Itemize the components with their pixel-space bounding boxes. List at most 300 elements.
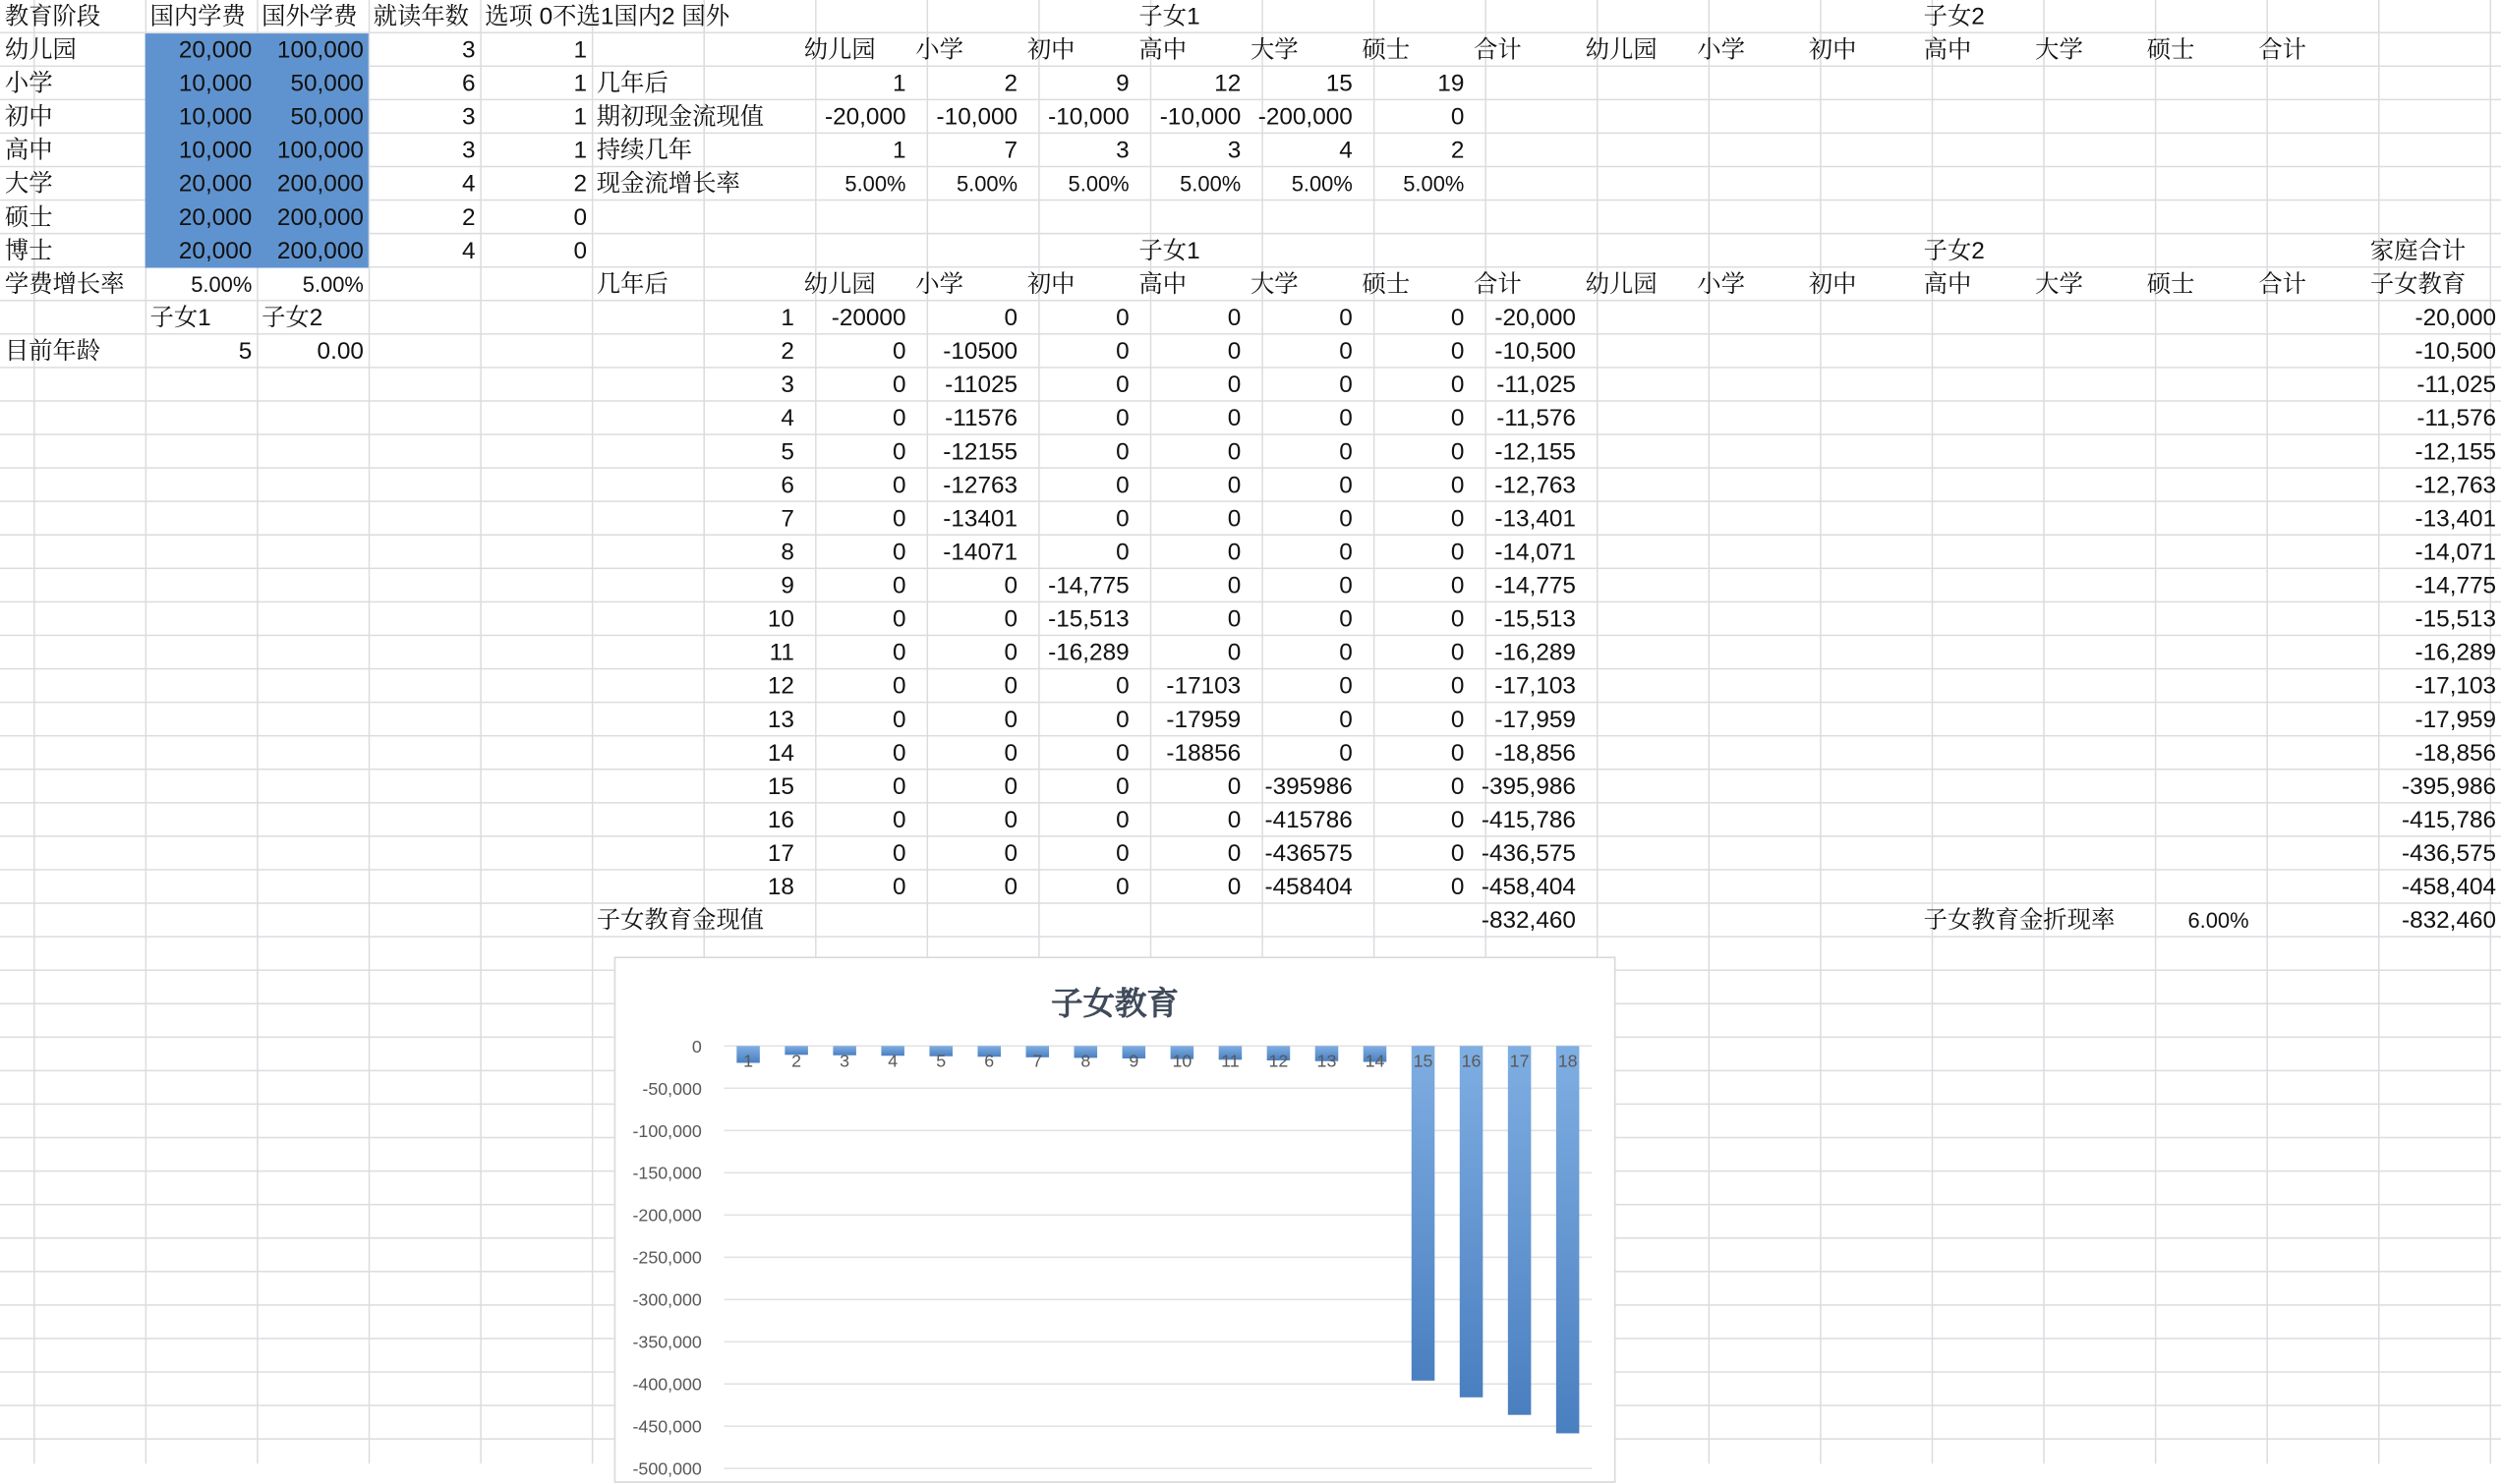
- family-value[interactable]: -10,500: [2414, 337, 2497, 366]
- cf-value[interactable]: -436575: [1264, 840, 1353, 868]
- age-child2[interactable]: 0.00: [317, 337, 364, 366]
- stage-option[interactable]: 0: [573, 203, 588, 232]
- cf-value[interactable]: 0: [1004, 639, 1018, 667]
- header-years[interactable]: 就读年数: [373, 3, 470, 30]
- cf-value[interactable]: 0: [1004, 840, 1018, 868]
- cf-year[interactable]: 8: [781, 539, 794, 566]
- stage-option[interactable]: 1: [573, 70, 588, 97]
- domestic-fee[interactable]: 10,000: [178, 70, 253, 97]
- cf-value[interactable]: -14071: [943, 539, 1018, 566]
- stage-header[interactable]: 大学: [2035, 36, 2083, 64]
- domestic-fee[interactable]: 20,000: [178, 237, 253, 265]
- foreign-fee[interactable]: 50,000: [290, 70, 364, 97]
- cf-value[interactable]: 0: [1116, 706, 1130, 734]
- growth-child1[interactable]: 5.00%: [191, 272, 253, 297]
- param-row-label[interactable]: 几年后: [596, 70, 669, 97]
- x-tick-label: 15: [1413, 1051, 1433, 1071]
- param-value[interactable]: 5.00%: [1291, 172, 1353, 197]
- stage-header[interactable]: 初中: [1026, 36, 1076, 64]
- cf-value[interactable]: 0: [892, 472, 906, 499]
- stage-header[interactable]: 初中: [1808, 36, 1857, 64]
- child1-label[interactable]: 子女1: [149, 304, 211, 332]
- cf-value[interactable]: 0: [1227, 772, 1242, 801]
- param-value[interactable]: 4: [1339, 137, 1353, 165]
- cf-value[interactable]: 0: [1450, 572, 1465, 600]
- x-tick-label: 12: [1268, 1051, 1289, 1071]
- domestic-fee[interactable]: 10,000: [178, 103, 253, 132]
- param-row-label[interactable]: 持续几年: [596, 137, 693, 165]
- cf-stage-header[interactable]: 大学: [1250, 270, 1299, 299]
- family-value[interactable]: -14,775: [2414, 572, 2497, 600]
- y-tick-label: -50,000: [642, 1078, 702, 1099]
- x-tick-label: 17: [1509, 1051, 1530, 1071]
- cf-value[interactable]: 0: [1450, 505, 1465, 533]
- cf-value[interactable]: 0: [1450, 772, 1465, 801]
- cf-year[interactable]: 2: [781, 337, 794, 366]
- discount-rate-value[interactable]: 6.00%: [2187, 908, 2249, 934]
- year-header[interactable]: 几年后: [596, 270, 669, 299]
- cf-value[interactable]: 0: [892, 371, 906, 399]
- cf-value[interactable]: 0: [1116, 739, 1130, 768]
- cf-value[interactable]: -14,775: [1494, 572, 1576, 600]
- cf-value[interactable]: -20000: [831, 304, 906, 332]
- header-stage[interactable]: 教育阶段: [4, 3, 101, 30]
- cf-value[interactable]: 0: [1227, 840, 1242, 868]
- cf-value[interactable]: 0: [1450, 304, 1465, 332]
- cf-value[interactable]: 0: [1339, 505, 1353, 533]
- cf-value[interactable]: -11,576: [1496, 405, 1576, 432]
- x-tick-label: 10: [1172, 1051, 1192, 1071]
- family-value[interactable]: -11,025: [2416, 371, 2497, 399]
- study-years[interactable]: 3: [461, 137, 476, 165]
- cf-value[interactable]: 0: [1450, 337, 1465, 366]
- x-tick-label: 6: [984, 1051, 995, 1071]
- stage-option[interactable]: 1: [573, 137, 588, 165]
- cf-year[interactable]: 7: [781, 505, 794, 533]
- cf-value[interactable]: -17,103: [1494, 672, 1576, 701]
- cf-value[interactable]: 0: [892, 337, 906, 366]
- family-header[interactable]: 子女教育: [2369, 270, 2467, 299]
- study-years[interactable]: 2: [461, 203, 476, 232]
- param-value[interactable]: 15: [1325, 70, 1353, 97]
- x-tick-label: 9: [1129, 1051, 1139, 1071]
- cf-value[interactable]: -14,775: [1048, 572, 1130, 600]
- stage-header[interactable]: 小学: [915, 36, 963, 64]
- header-domestic-fee[interactable]: 国内学费: [149, 3, 246, 30]
- domestic-fee[interactable]: 20,000: [178, 203, 253, 232]
- cf-stage-header[interactable]: 初中: [1808, 270, 1857, 299]
- cf-value[interactable]: 0: [892, 840, 906, 868]
- cf-value[interactable]: 0: [892, 505, 906, 533]
- cf-value[interactable]: 0: [1450, 539, 1465, 566]
- cf-value[interactable]: -10500: [943, 337, 1018, 366]
- param-value[interactable]: 5.00%: [1403, 172, 1465, 197]
- foreign-fee[interactable]: 200,000: [276, 170, 364, 199]
- education-chart[interactable]: [614, 956, 1616, 1482]
- param-value[interactable]: 19: [1437, 70, 1465, 97]
- cf-value[interactable]: 0: [1227, 304, 1242, 332]
- cf-value[interactable]: 0: [1339, 472, 1353, 499]
- cf-value[interactable]: 0: [1004, 605, 1018, 634]
- family-value[interactable]: -15,513: [2414, 605, 2497, 634]
- discount-rate-label[interactable]: 子女教育金折现率: [1923, 907, 2116, 935]
- stage-header[interactable]: 合计: [2258, 36, 2307, 64]
- family-value[interactable]: -12,155: [2414, 438, 2497, 466]
- cf-value[interactable]: 0: [1450, 806, 1465, 834]
- stage-name[interactable]: 博士: [4, 237, 53, 265]
- cf-value[interactable]: 0: [1227, 806, 1242, 834]
- family-value[interactable]: -14,071: [2414, 539, 2497, 566]
- cf-value[interactable]: 0: [1004, 304, 1018, 332]
- stage-header[interactable]: 大学: [1250, 36, 1299, 64]
- stage-option[interactable]: 0: [573, 237, 588, 265]
- cf-year[interactable]: 13: [767, 706, 794, 734]
- cf-value[interactable]: -11,025: [1496, 371, 1576, 399]
- cf-value[interactable]: 0: [1339, 706, 1353, 734]
- cf-value[interactable]: 0: [1450, 405, 1465, 432]
- cf-value[interactable]: 0: [1116, 438, 1130, 466]
- cf-value[interactable]: 0: [1450, 472, 1465, 499]
- cf-value[interactable]: 0: [1227, 371, 1242, 399]
- foreign-fee[interactable]: 100,000: [276, 137, 364, 165]
- x-tick-label: 16: [1461, 1051, 1482, 1071]
- cf-value[interactable]: 0: [892, 539, 906, 566]
- family-value[interactable]: -17,103: [2414, 672, 2497, 701]
- cf-value[interactable]: 0: [1450, 438, 1465, 466]
- cf-value[interactable]: -11576: [945, 405, 1018, 432]
- cf-value[interactable]: 0: [1004, 806, 1018, 834]
- cf-value[interactable]: -436,575: [1481, 840, 1576, 868]
- cf-value[interactable]: -11025: [945, 371, 1018, 399]
- chart-title: 子女教育: [1051, 987, 1179, 1022]
- cf-year[interactable]: 11: [769, 639, 794, 667]
- stage-header[interactable]: 小学: [1697, 36, 1745, 64]
- cf-value[interactable]: 0: [1339, 405, 1353, 432]
- cf-value[interactable]: 0: [892, 405, 906, 432]
- cf-value[interactable]: 0: [1004, 706, 1018, 734]
- cf-value[interactable]: -16,289: [1494, 639, 1576, 667]
- study-years[interactable]: 3: [461, 36, 476, 64]
- cf-value[interactable]: 0: [1116, 874, 1130, 901]
- cf-year[interactable]: 10: [767, 605, 794, 634]
- cf-year[interactable]: 1: [781, 304, 794, 332]
- param-value[interactable]: 3: [1227, 137, 1242, 165]
- cf-value[interactable]: 0: [892, 772, 906, 801]
- stage-header[interactable]: 合计: [1474, 36, 1522, 64]
- cf-value[interactable]: 0: [1227, 438, 1242, 466]
- study-years[interactable]: 4: [461, 170, 476, 199]
- cf-year[interactable]: 16: [767, 806, 794, 834]
- cf-value[interactable]: 0: [1116, 472, 1130, 499]
- header-option[interactable]: 选项 0不选1国内2 国外: [485, 3, 730, 30]
- domestic-fee[interactable]: 20,000: [178, 170, 253, 199]
- cf-value[interactable]: -395,986: [1481, 772, 1576, 801]
- bar: [1412, 1046, 1435, 1380]
- study-years[interactable]: 4: [461, 237, 476, 265]
- cf-value[interactable]: 0: [1116, 806, 1130, 834]
- param-value[interactable]: 1: [892, 137, 906, 165]
- cf-value[interactable]: 0: [1227, 405, 1242, 432]
- param-value[interactable]: 12: [1214, 70, 1242, 97]
- param-value[interactable]: 5.00%: [844, 172, 906, 197]
- cf-value[interactable]: 0: [1004, 572, 1018, 600]
- x-tick-label: 11: [1221, 1051, 1240, 1071]
- cf-value[interactable]: -395986: [1264, 772, 1353, 801]
- cf-value[interactable]: -17959: [1166, 706, 1242, 734]
- growth-child2[interactable]: 5.00%: [302, 272, 364, 297]
- cf-value[interactable]: 0: [1339, 371, 1353, 399]
- domestic-fee[interactable]: 10,000: [178, 137, 253, 165]
- cf-year[interactable]: 12: [767, 672, 794, 701]
- stage-name[interactable]: 初中: [4, 103, 53, 132]
- param-row-label[interactable]: 现金流增长率: [596, 170, 740, 199]
- foreign-fee[interactable]: 200,000: [276, 237, 364, 265]
- cf-value[interactable]: -13401: [943, 505, 1018, 533]
- stage-option[interactable]: 1: [573, 36, 588, 64]
- cf-year[interactable]: 14: [767, 739, 794, 768]
- cf-value[interactable]: 0: [1339, 438, 1353, 466]
- cf-value[interactable]: -17103: [1166, 672, 1242, 701]
- cf-value[interactable]: 0: [1116, 840, 1130, 868]
- x-tick-label: 13: [1316, 1051, 1337, 1071]
- age-label[interactable]: 目前年龄: [4, 337, 101, 366]
- param-value[interactable]: 5.00%: [956, 172, 1018, 197]
- x-tick-label: 8: [1080, 1051, 1091, 1071]
- family-pv[interactable]: -832,460: [2401, 907, 2497, 935]
- cf-value[interactable]: 0: [1227, 539, 1242, 566]
- cf-value[interactable]: 0: [1339, 337, 1353, 366]
- cf-value[interactable]: 0: [892, 672, 906, 701]
- cf-value[interactable]: -17,959: [1494, 706, 1576, 734]
- cf-value[interactable]: -16,289: [1048, 639, 1130, 667]
- param-value[interactable]: -10,000: [1159, 103, 1242, 132]
- cf-value[interactable]: 0: [1116, 672, 1130, 701]
- stage-name[interactable]: 小学: [4, 70, 53, 97]
- stage-header[interactable]: 幼儿园: [1585, 36, 1658, 64]
- foreign-fee[interactable]: 200,000: [276, 203, 364, 232]
- x-tick-label: 2: [791, 1051, 802, 1071]
- cf-value[interactable]: 0: [1227, 572, 1242, 600]
- cf-value[interactable]: 0: [1004, 772, 1018, 801]
- cf-child2-title[interactable]: 子女2: [1923, 237, 1985, 265]
- cf-value[interactable]: -13,401: [1494, 505, 1576, 533]
- family-value[interactable]: -13,401: [2414, 505, 2497, 533]
- cf-value[interactable]: 0: [1339, 572, 1353, 600]
- cf-value[interactable]: 0: [1227, 337, 1242, 366]
- study-years[interactable]: 3: [461, 103, 476, 132]
- cf-value[interactable]: 0: [1339, 639, 1353, 667]
- cf-value[interactable]: -415,786: [1481, 806, 1576, 834]
- stage-option[interactable]: 2: [573, 170, 588, 199]
- cf-stage-header[interactable]: 初中: [1026, 270, 1076, 299]
- cf-stage-header[interactable]: 合计: [1474, 270, 1522, 299]
- cf-value[interactable]: 0: [892, 572, 906, 600]
- cf-value[interactable]: 0: [1450, 371, 1465, 399]
- cf-value[interactable]: 0: [892, 739, 906, 768]
- foreign-fee[interactable]: 50,000: [290, 103, 364, 132]
- param-value[interactable]: 1: [892, 70, 906, 97]
- cf-year[interactable]: 6: [781, 472, 794, 499]
- cf-stage-header[interactable]: 小学: [1697, 270, 1745, 299]
- study-years[interactable]: 6: [461, 70, 476, 97]
- param-value[interactable]: -20,000: [824, 103, 906, 132]
- cf-value[interactable]: 0: [1116, 371, 1130, 399]
- cf-value[interactable]: 0: [1116, 505, 1130, 533]
- cf-stage-header[interactable]: 幼儿园: [1585, 270, 1658, 299]
- cf-value[interactable]: 0: [1450, 672, 1465, 701]
- cf-value[interactable]: 0: [1116, 304, 1130, 332]
- pv-value[interactable]: -832,460: [1481, 907, 1576, 935]
- x-tick-label: 14: [1365, 1051, 1385, 1071]
- y-tick-label: -400,000: [632, 1374, 702, 1395]
- cf-value[interactable]: 0: [1227, 639, 1242, 667]
- cf-value[interactable]: -458,404: [1481, 874, 1576, 901]
- cf-value[interactable]: 0: [1450, 739, 1465, 768]
- param-row-label[interactable]: 期初现金流现值: [596, 103, 765, 132]
- param-value[interactable]: 9: [1116, 70, 1130, 97]
- cf-value[interactable]: 0: [892, 806, 906, 834]
- cf-value[interactable]: 0: [892, 438, 906, 466]
- cf-year[interactable]: 5: [781, 438, 794, 466]
- cf-value[interactable]: 0: [892, 874, 906, 901]
- cf-value[interactable]: 0: [1227, 472, 1242, 499]
- family-value[interactable]: -415,786: [2401, 806, 2497, 834]
- stage-name[interactable]: 硕士: [4, 203, 53, 232]
- param-value[interactable]: 2: [1004, 70, 1018, 97]
- cf-value[interactable]: 0: [1227, 505, 1242, 533]
- cf-value[interactable]: -12763: [943, 472, 1018, 499]
- cf-value[interactable]: -458404: [1264, 874, 1353, 901]
- cf-value[interactable]: 0: [1339, 539, 1353, 566]
- cf-value[interactable]: -12,763: [1494, 472, 1576, 499]
- param-value[interactable]: 0: [1450, 103, 1465, 132]
- cf-value[interactable]: 0: [1227, 605, 1242, 634]
- param-value[interactable]: 5.00%: [1180, 172, 1242, 197]
- cf-year[interactable]: 4: [781, 405, 794, 432]
- cf-year[interactable]: 18: [767, 874, 794, 901]
- cf-value[interactable]: 0: [1004, 874, 1018, 901]
- cf-value[interactable]: 0: [1339, 739, 1353, 768]
- cf-stage-header[interactable]: 高中: [1138, 270, 1188, 299]
- cf-stage-header[interactable]: 小学: [915, 270, 963, 299]
- cf-value[interactable]: 0: [1116, 405, 1130, 432]
- cf-value[interactable]: 0: [1116, 772, 1130, 801]
- y-tick-label: -200,000: [632, 1205, 702, 1226]
- cf-stage-header[interactable]: 大学: [2035, 270, 2083, 299]
- cf-value[interactable]: 0: [892, 706, 906, 734]
- family-value[interactable]: -395,986: [2401, 772, 2497, 801]
- cf-value[interactable]: 0: [1339, 304, 1353, 332]
- cf-stage-header[interactable]: 高中: [1923, 270, 1972, 299]
- family-value[interactable]: -436,575: [2401, 840, 2497, 868]
- stage-header[interactable]: 高中: [1138, 36, 1188, 64]
- cf-year[interactable]: 3: [781, 371, 794, 399]
- param-value[interactable]: 7: [1004, 137, 1018, 165]
- cf-value[interactable]: 0: [1227, 874, 1242, 901]
- param-value[interactable]: 2: [1450, 137, 1465, 165]
- cf-year[interactable]: 15: [767, 772, 794, 801]
- stage-name[interactable]: 幼儿园: [4, 36, 77, 64]
- param-value[interactable]: -200,000: [1257, 103, 1353, 132]
- stage-option[interactable]: 1: [573, 103, 588, 132]
- cf-value[interactable]: 0: [1339, 672, 1353, 701]
- cf-value[interactable]: -18856: [1166, 739, 1242, 768]
- cf-value[interactable]: 0: [1339, 605, 1353, 634]
- cf-value[interactable]: 0: [1116, 337, 1130, 366]
- cf-value[interactable]: 0: [892, 639, 906, 667]
- y-tick-label: 0: [691, 1036, 702, 1056]
- cf-year[interactable]: 9: [781, 572, 794, 600]
- cf-value[interactable]: 0: [1004, 739, 1018, 768]
- cf-value[interactable]: -15,513: [1494, 605, 1576, 634]
- cf-value[interactable]: -18,856: [1494, 739, 1576, 768]
- param-value[interactable]: 5.00%: [1068, 172, 1130, 197]
- family-value[interactable]: -12,763: [2414, 472, 2497, 499]
- header-foreign-fee[interactable]: 国外学费: [262, 3, 358, 30]
- cf-value[interactable]: -415786: [1264, 806, 1353, 834]
- age-child1[interactable]: 5: [238, 337, 253, 366]
- cf-year[interactable]: 17: [767, 840, 794, 868]
- cf-value[interactable]: 0: [892, 605, 906, 634]
- family-value[interactable]: -18,856: [2414, 739, 2497, 768]
- param-value[interactable]: -10,000: [1048, 103, 1130, 132]
- stage-header[interactable]: 硕士: [1362, 36, 1411, 64]
- param-value[interactable]: 3: [1116, 137, 1130, 165]
- cf-value[interactable]: 0: [1450, 639, 1465, 667]
- cf-child1-title[interactable]: 子女1: [1138, 237, 1200, 265]
- pv-label[interactable]: 子女教育金现值: [596, 907, 765, 935]
- param-value[interactable]: -10,000: [936, 103, 1018, 132]
- domestic-fee[interactable]: 20,000: [178, 36, 253, 64]
- cf-value[interactable]: 0: [1450, 840, 1465, 868]
- y-tick-label: -300,000: [632, 1289, 702, 1310]
- family-total-title[interactable]: 家庭合计: [2369, 237, 2467, 265]
- cf-value[interactable]: -20,000: [1494, 304, 1576, 332]
- stage-header[interactable]: 高中: [1923, 36, 1972, 64]
- cf-value[interactable]: -12,155: [1494, 438, 1576, 466]
- cf-stage-header[interactable]: 幼儿园: [803, 270, 876, 299]
- bar: [1460, 1046, 1483, 1398]
- cf-value[interactable]: -14,071: [1494, 539, 1576, 566]
- cf-value[interactable]: 0: [1116, 539, 1130, 566]
- foreign-fee[interactable]: 100,000: [276, 36, 364, 64]
- cf-value[interactable]: -10,500: [1494, 337, 1576, 366]
- stage-name[interactable]: 大学: [4, 170, 53, 199]
- family-value[interactable]: -17,959: [2414, 706, 2497, 734]
- cf-stage-header[interactable]: 硕士: [1362, 270, 1411, 299]
- cf-value[interactable]: 0: [1004, 672, 1018, 701]
- cf-value[interactable]: -12155: [943, 438, 1018, 466]
- child1-title[interactable]: 子女1: [1138, 3, 1200, 30]
- stage-header[interactable]: 硕士: [2146, 36, 2195, 64]
- cf-value[interactable]: 0: [1450, 605, 1465, 634]
- family-value[interactable]: -11,576: [2416, 405, 2497, 432]
- growth-label[interactable]: 学费增长率: [4, 270, 125, 299]
- cf-value[interactable]: 0: [1450, 706, 1465, 734]
- family-value[interactable]: -20,000: [2414, 304, 2497, 332]
- family-value[interactable]: -16,289: [2414, 639, 2497, 667]
- y-tick-label: -350,000: [632, 1332, 702, 1352]
- stage-name[interactable]: 高中: [4, 137, 53, 165]
- stage-header[interactable]: 幼儿园: [803, 36, 876, 64]
- cf-stage-header[interactable]: 合计: [2258, 270, 2307, 299]
- child2-label[interactable]: 子女2: [262, 304, 323, 332]
- cf-value[interactable]: 0: [1450, 874, 1465, 901]
- family-value[interactable]: -458,404: [2401, 874, 2497, 901]
- cf-value[interactable]: -15,513: [1048, 605, 1130, 634]
- cf-stage-header[interactable]: 硕士: [2146, 270, 2195, 299]
- child2-title[interactable]: 子女2: [1923, 3, 1985, 30]
